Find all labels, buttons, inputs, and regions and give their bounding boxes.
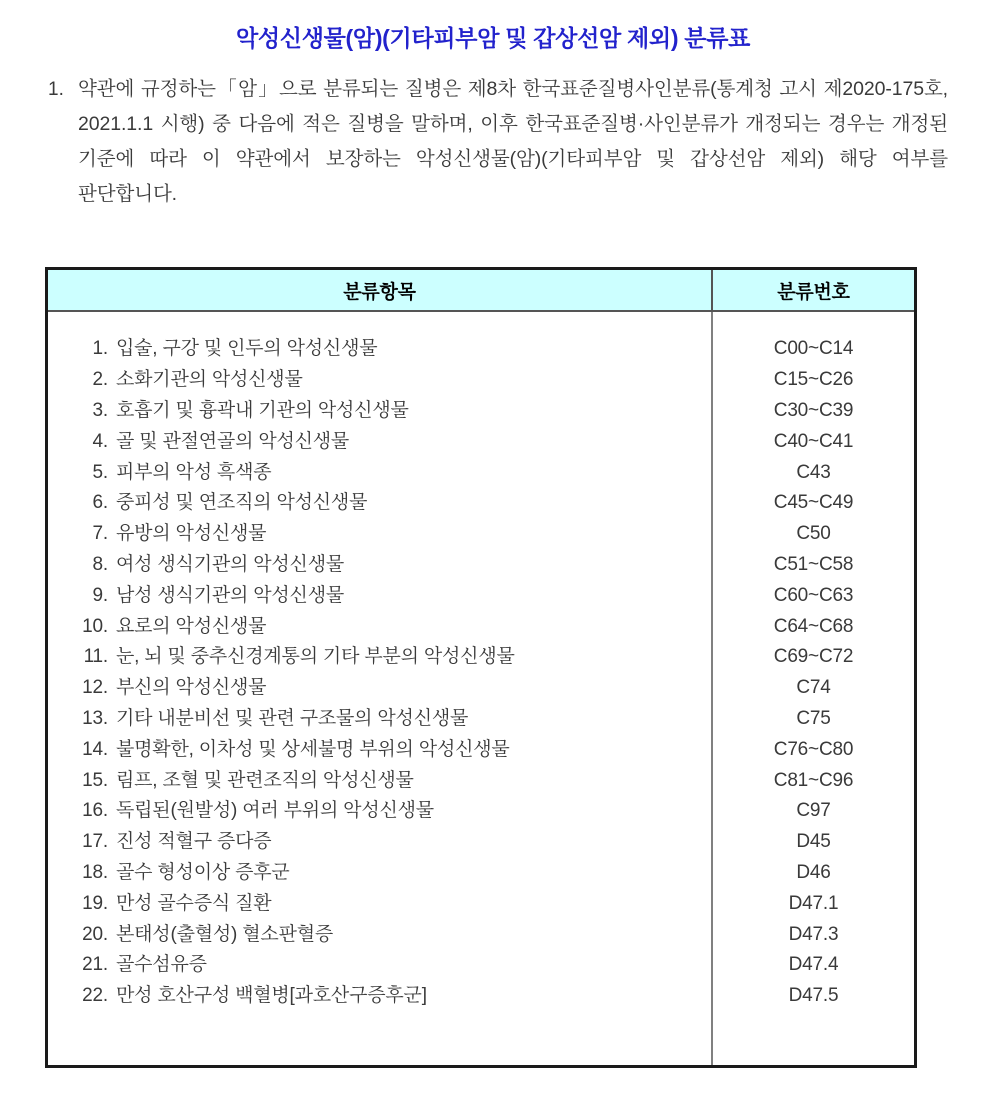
column-header-item: 분류항목 — [48, 270, 712, 311]
row-index: 12. — [82, 677, 108, 699]
row-code-value: C15~C26 — [773, 369, 854, 391]
row-index: 8. — [92, 553, 108, 575]
table-row — [48, 427, 711, 458]
row-item-label: 진성 적혈구 증다증 — [116, 831, 272, 853]
row-index: 11. — [83, 646, 108, 668]
row-item-label: 유방의 악성신생물 — [116, 523, 267, 545]
row-code-value: D45 — [796, 831, 831, 853]
table-row — [48, 950, 711, 981]
row-code-value: C30~C39 — [773, 400, 854, 421]
row-code-value: C97 — [796, 800, 831, 822]
row-item-label: 피부의 악성 흑색종 — [116, 461, 272, 483]
row-item-label: 입술, 구강 및 인두의 악성신생물 — [116, 338, 378, 360]
row-code-value: D46 — [796, 861, 831, 883]
table-header-row — [48, 270, 914, 311]
row-item-label: 호흡기 및 흉곽내 기관의 악성신생물 — [116, 400, 409, 421]
table-row — [48, 766, 711, 797]
row-index: 7. — [92, 523, 108, 545]
row-item-label: 림프, 조혈 및 관련조직의 악성신생물 — [116, 769, 414, 791]
table-row — [48, 704, 711, 735]
row-code-value: C40~C41 — [773, 430, 854, 452]
item-column-cell — [48, 311, 712, 1065]
row-index: 10. — [82, 615, 108, 637]
row-item-label: 만성 호산구성 백혈병[과호산구증후군] — [116, 985, 427, 1007]
table-row — [48, 334, 711, 365]
row-code-value: C43 — [796, 461, 831, 483]
row-index: 19. — [82, 892, 108, 914]
row-index: 15. — [82, 769, 108, 791]
table-row — [48, 827, 711, 858]
item-list — [48, 312, 711, 1012]
row-index: 6. — [92, 492, 108, 514]
clause-number: 1. — [48, 79, 64, 101]
row-code-value: D47.4 — [788, 954, 839, 976]
clause-text: 약관에 규정하는「암」으로 분류되는 질병은 제8차 한국표준질병사인분류(통계청 고시 제2020-175호, 2021.1.1 시행) 중 다음에 적은 질병을 말하며, 이후 한국표준질병·사인분류가 개정되는 경우는 개정된 기준에 따라 이 약관에서 보장하는 악성신생물(암)(기타피부암 및 갑상선암 제외) 해당 여부를 판단합니다. — [78, 78, 948, 206]
row-code-value: C69~C72 — [773, 646, 854, 668]
row-item-label: 기타 내분비선 및 관련 구조물의 악성신생물 — [116, 707, 469, 729]
row-code-value: C81~C96 — [773, 769, 854, 791]
table-content-row — [48, 311, 914, 1065]
table-row — [48, 920, 711, 951]
row-code-value: D47.5 — [788, 985, 839, 1007]
row-index: 9. — [92, 584, 108, 606]
document-page — [0, 15, 986, 1093]
table-row — [48, 488, 711, 519]
row-item-label: 요로의 악성신생물 — [116, 615, 267, 637]
row-item-label: 골수섬유증 — [116, 954, 207, 976]
table-header — [48, 270, 914, 311]
row-index: 3. — [92, 400, 108, 421]
clause-body — [78, 72, 948, 212]
table-row — [48, 889, 711, 920]
table-row — [48, 396, 711, 427]
row-code-value: C00~C14 — [773, 338, 854, 360]
row-code-value: C51~C58 — [773, 553, 854, 575]
row-index: 2. — [92, 369, 108, 391]
row-index: 18. — [82, 861, 108, 883]
row-code-value: C75 — [796, 707, 831, 729]
table-row — [48, 581, 711, 612]
classification-table — [48, 270, 914, 1065]
classification-table-container — [45, 267, 917, 1068]
row-item-label: 부신의 악성신생물 — [116, 677, 267, 699]
row-index: 13. — [82, 707, 108, 729]
code-list — [713, 312, 914, 1012]
row-code-value: C50 — [796, 523, 831, 545]
row-item-label: 남성 생식기관의 악성신생물 — [116, 584, 345, 606]
row-item-label: 본태성(출혈성) 혈소판혈증 — [116, 923, 334, 945]
row-code-value: C64~C68 — [773, 615, 854, 637]
row-index: 16. — [82, 800, 108, 822]
row-index: 1. — [92, 338, 108, 360]
table-row — [48, 642, 711, 673]
row-code-value: C74 — [796, 677, 831, 699]
code-column-cell — [712, 311, 914, 1065]
row-item-label: 만성 골수증식 질환 — [116, 892, 272, 914]
row-index: 14. — [82, 738, 108, 760]
table-row — [48, 365, 711, 396]
row-item-label: 중피성 및 연조직의 악성신생물 — [116, 492, 368, 514]
page-title: 악성신생물(암)(기타피부암 및 갑상선암 제외) 분류표 — [235, 25, 751, 52]
row-index: 4. — [92, 430, 108, 452]
row-code-value: D47.1 — [788, 892, 839, 914]
row-index: 20. — [82, 923, 108, 945]
row-item-label: 독립된(원발성) 여러 부위의 악성신생물 — [116, 800, 434, 822]
table-row — [48, 458, 711, 489]
row-item-label: 눈, 뇌 및 중추신경계통의 기타 부분의 악성신생물 — [116, 646, 515, 668]
clause-paragraph — [48, 72, 948, 212]
table-row — [48, 519, 711, 550]
row-code-value: D47.3 — [788, 923, 839, 945]
table-row — [48, 981, 711, 1012]
row-item-label: 불명확한, 이차성 및 상세불명 부위의 악성신생물 — [116, 738, 510, 760]
row-item-label: 골 및 관절연골의 악성신생물 — [116, 430, 350, 452]
row-code-value: C45~C49 — [773, 492, 854, 514]
table-row — [48, 735, 711, 766]
table-row — [48, 550, 711, 581]
row-index: 21. — [82, 954, 108, 976]
row-index: 17. — [82, 831, 108, 853]
row-item-label: 소화기관의 악성신생물 — [116, 369, 303, 391]
column-header-code: 분류번호 — [712, 270, 914, 311]
table-row — [48, 796, 711, 827]
row-index: 22. — [82, 985, 108, 1007]
row-index: 5. — [92, 461, 108, 483]
table-row — [48, 612, 711, 643]
table-body — [48, 311, 914, 1065]
row-code-value: C60~C63 — [773, 584, 854, 606]
table-row — [48, 858, 711, 889]
table-row — [48, 673, 711, 704]
row-item-label: 골수 형성이상 증후군 — [116, 861, 290, 883]
row-code-value: C76~C80 — [773, 738, 854, 760]
row-item-label: 여성 생식기관의 악성신생물 — [116, 553, 345, 575]
